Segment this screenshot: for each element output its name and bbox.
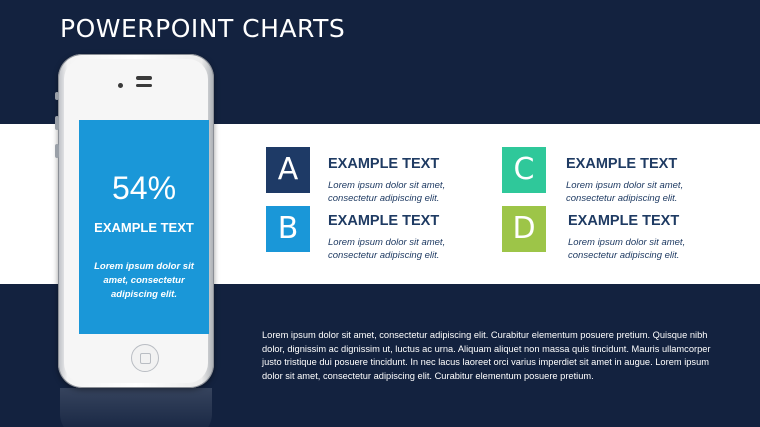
- item-b-box: [266, 206, 310, 252]
- footer-paragraph: Lorem ipsum dolor sit amet, consectetur adipiscing elit. Curabitur elementum posuere pretium. Quisque nibh dolor, dignissim ac dignissim ut, luctus ac urna. Aliquam aliquet non massa quis tincidunt. Mauris ullamcorper justo tristique dui posuere tincidunt. In nec lacus laoreet orci varius imperdiet sit amet in augue. Lorem ipsum dolor sit amet, consectetur adipiscing elit. Curabitur elementum posuere pretium.: [262, 330, 711, 381]
- phone-reflection: [60, 388, 212, 427]
- item-c-box: [502, 147, 546, 193]
- item-a-heading: EXAMPLE TEXT: [328, 156, 440, 172]
- item-a-desc-1: Lorem ipsum dolor sit amet,: [328, 180, 446, 191]
- item-d-box: [502, 206, 546, 252]
- phone-volume-down: [55, 144, 59, 158]
- item-c-heading: EXAMPLE TEXT: [566, 156, 678, 172]
- item-d-desc-1: Lorem ipsum dolor sit amet,: [568, 237, 686, 248]
- item-c-letter: C: [513, 152, 535, 187]
- phone-camera: [118, 83, 123, 88]
- item-d-desc-2: consectetur adipiscing elit.: [568, 250, 680, 261]
- item-b-desc-1: Lorem ipsum dolor sit amet,: [328, 237, 446, 248]
- item-b-letter: B: [277, 211, 299, 246]
- phone-mute-switch: [55, 92, 59, 100]
- phone-speaker: [136, 76, 152, 80]
- item-a-desc-2: consectetur adipiscing elit.: [328, 193, 440, 204]
- phone-percentage: 54%: [111, 170, 177, 206]
- item-d-heading: EXAMPLE TEXT: [568, 213, 680, 229]
- home-square-icon: [140, 353, 151, 364]
- phone-mockup: [58, 54, 214, 388]
- item-c-desc-2: consectetur adipiscing elit.: [566, 193, 678, 204]
- item-b-heading: EXAMPLE TEXT: [328, 213, 440, 229]
- phone-sensor: [136, 84, 152, 87]
- phone-heading: EXAMPLE TEXT: [94, 220, 194, 235]
- item-a-letter: A: [277, 152, 299, 187]
- phone-volume-up: [55, 116, 59, 130]
- item-d-letter: D: [512, 211, 536, 246]
- phone-screen: [79, 120, 209, 334]
- item-c-desc-1: Lorem ipsum dolor sit amet,: [566, 180, 684, 191]
- slide-title: POWERPOINT CHARTS: [60, 14, 346, 43]
- item-b-desc-2: consectetur adipiscing elit.: [328, 250, 440, 261]
- item-a-box: [266, 147, 310, 193]
- phone-home-button: [131, 344, 159, 372]
- phone-body-text: Lorem ipsum dolor sit amet, consectetur adipiscing elit.: [94, 261, 194, 300]
